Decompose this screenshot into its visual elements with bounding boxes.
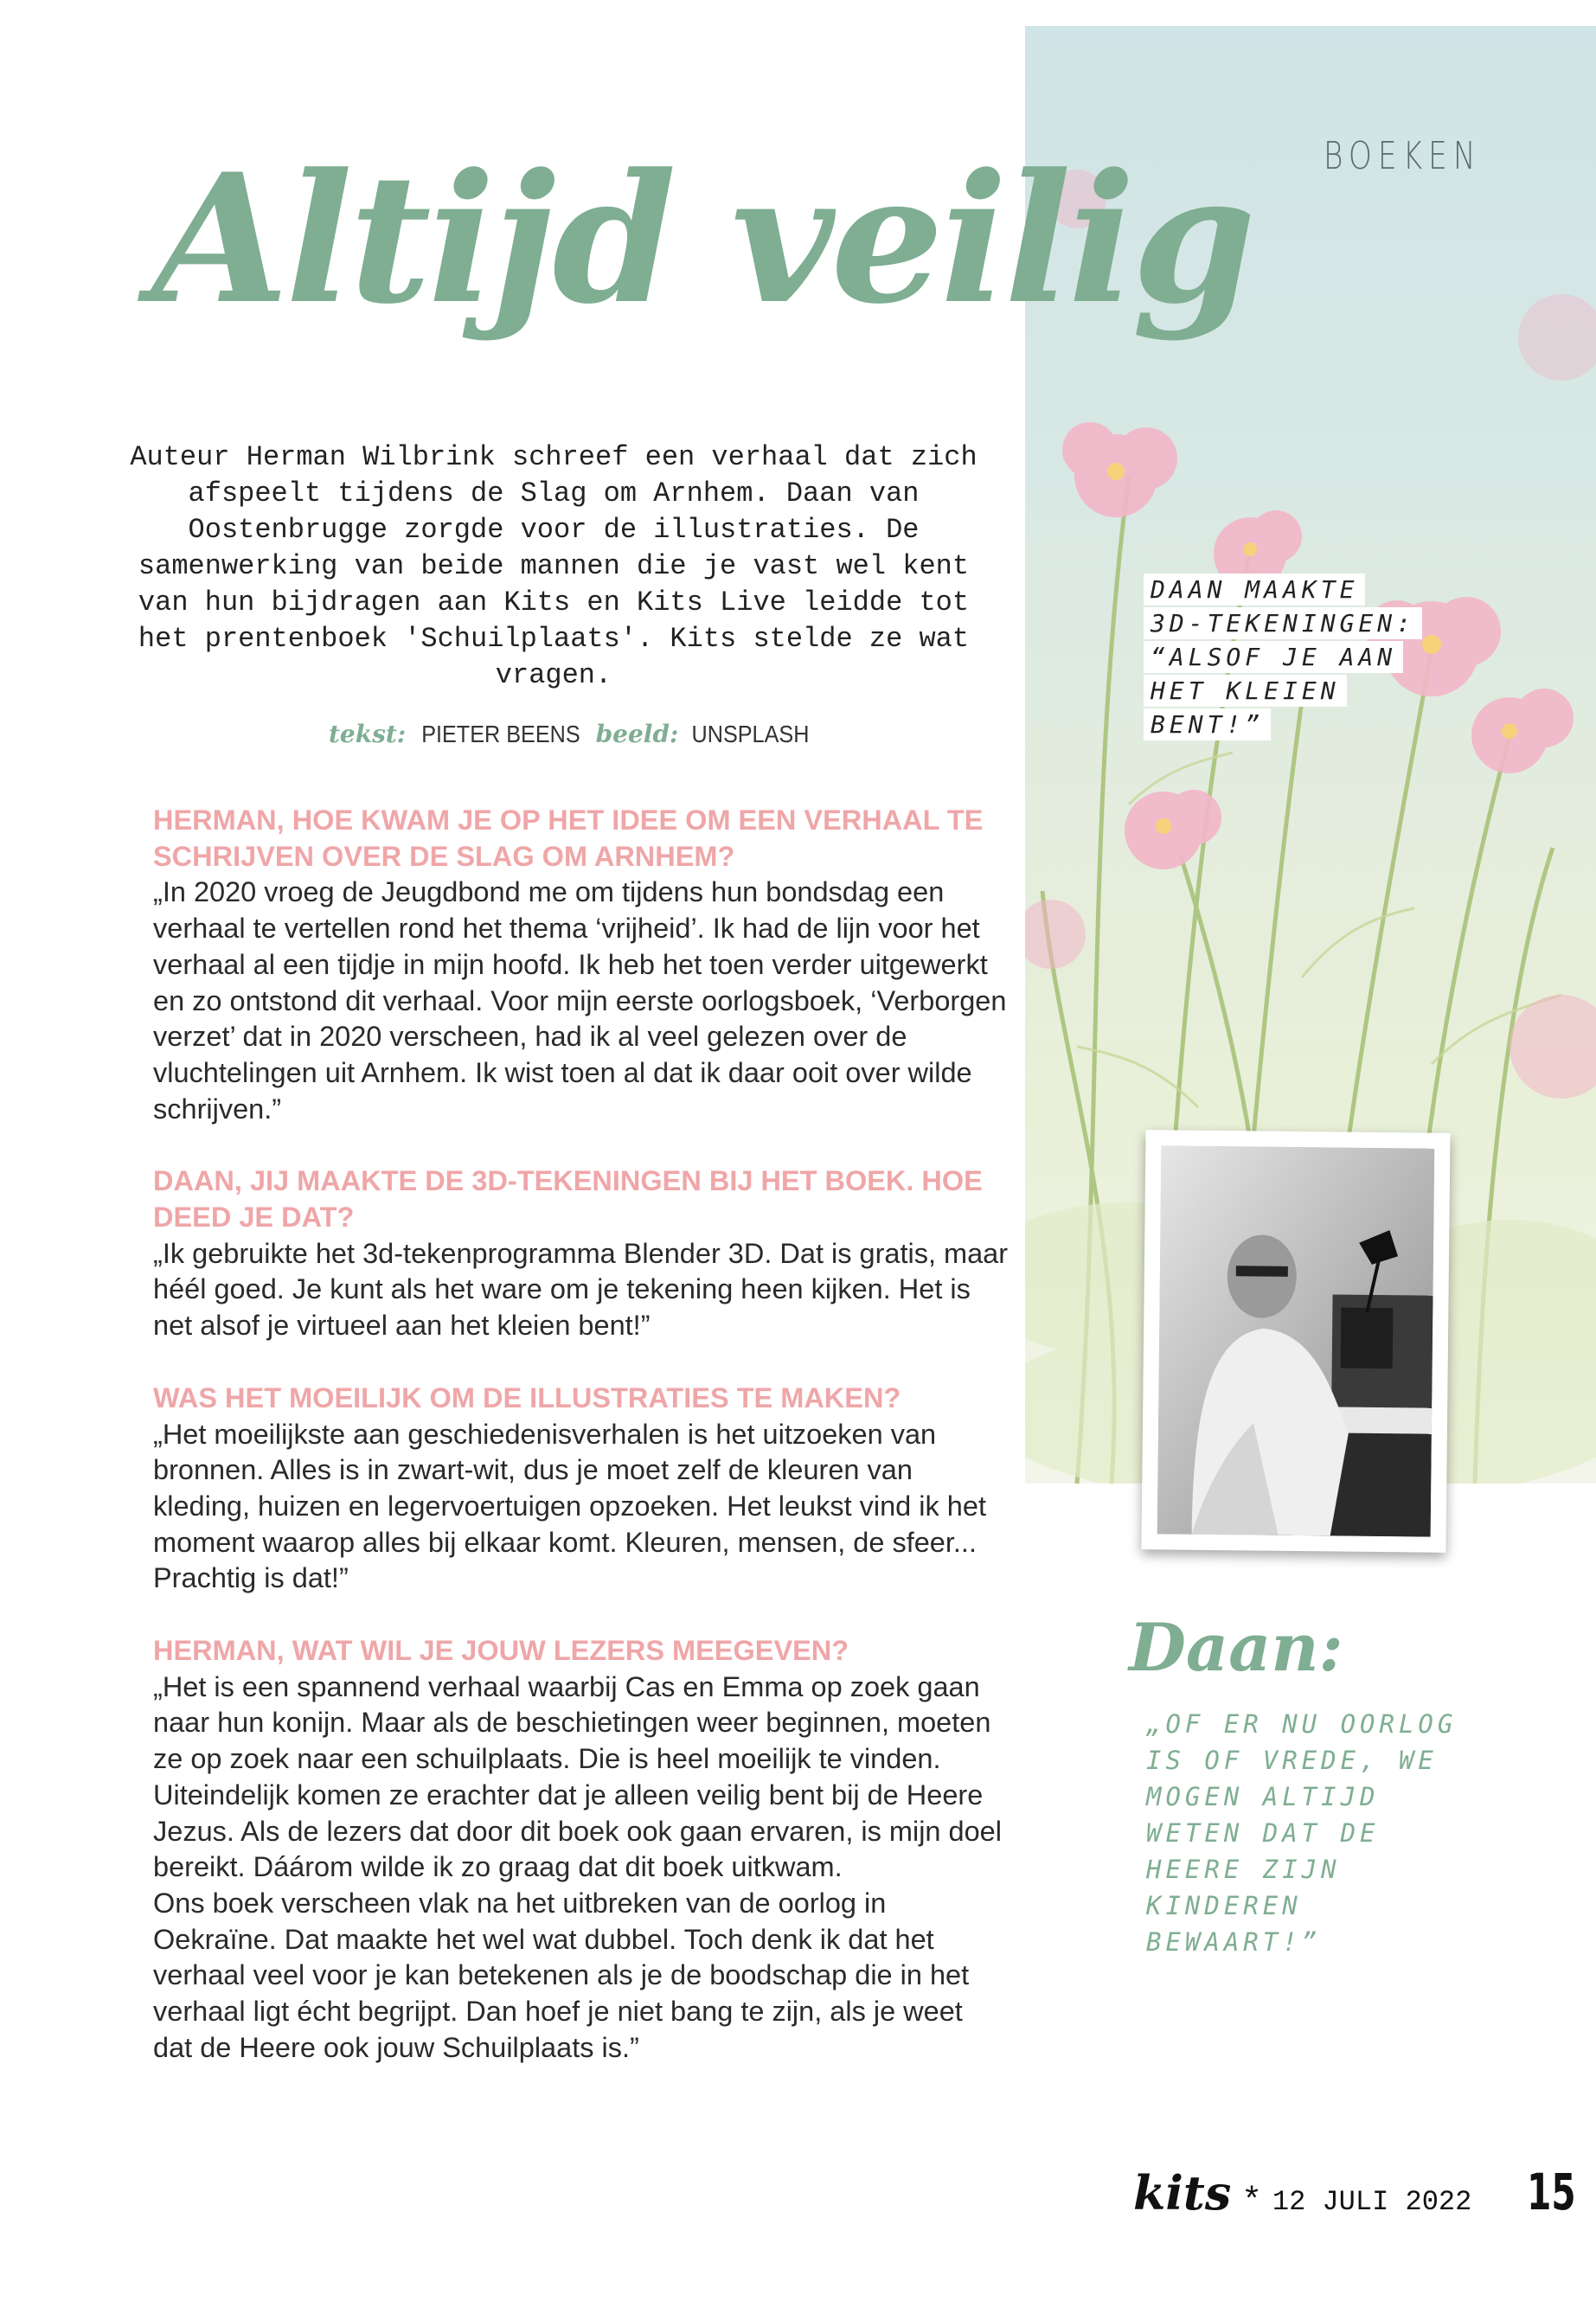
question: DAAN, JIJ MAAKTE DE 3D-TEKENINGEN BIJ HET BOEK. HOE DEED JE DAT?	[153, 1165, 983, 1234]
article-body	[153, 803, 1010, 2103]
answer: „In 2020 vroeg de Jeugdbond me om tijdens hun bondsdag een verhaal te vertellen rond het thema ‘vrijheid’. Ik had de lijn voor het verhaal al een tijdje in mijn hoofd. Ik heb het toen verder uitgewerkt en zo ontstond dit verhaal. Voor mijn eerste oorlogsboek, ‘Verborgen verzet’ dat in 2020 verscheen, had ik al veel gelezen over de vluchtelingen uit Arnhem. Ik wist toen al dat ik daar ooit over wilde schrijven.”	[153, 876, 1007, 1125]
pull-quote-line: BENT!”	[1144, 708, 1271, 740]
pull-quote-line: HET KLEIEN	[1144, 675, 1347, 707]
portrait-image	[1157, 1145, 1435, 1536]
side-quote-name: Daan:	[1129, 1609, 1343, 1686]
credits	[329, 720, 816, 748]
page-number: 15	[1527, 2163, 1576, 2221]
qa-block	[153, 1633, 1010, 2066]
answer: „Ik gebruikte het 3d-tekenprogramma Blender 3D. Dat is gratis, maar héél goed. Je kunt als het ware om je tekening heen kijken. Het is net alsof je virtueel aan het kleien bent!”	[153, 1237, 1009, 1342]
question: HERMAN, WAT WIL JE JOUW LEZERS MEEGEVEN?	[153, 1635, 849, 1667]
brand-logo: kits	[1133, 2165, 1232, 2221]
qa-block	[153, 1163, 1010, 1344]
question: HERMAN, HOE KWAM JE OP HET IDEE OM EEN VERHAAL TE SCHRIJVEN OVER DE SLAG OM ARNHEM?	[153, 804, 984, 872]
answer-continued: Ons boek verscheen vlak na het uitbreken van de oorlog in Oekraïne. Dat maakte het wel wat dubbel. Toch denk ik dat het verhaal veel voor je kan betekenen als je de boodschap die in het verhaal ligt écht begrijpt. Dan hoef je niet bang te zijn, als je weet dat de Heere ook jouw Schuilplaats is.”	[153, 1887, 970, 2063]
pull-quote-line: 3D-TEKENINGEN:	[1144, 607, 1422, 639]
side-quote: „OF ER NU OORLOG IS OF VREDE, WE MOGEN ALTIJD WETEN DAT DE HEERE ZIJN KINDEREN BEWAART!”	[1146, 1709, 1458, 1957]
credit-image-label: beeld:	[595, 720, 679, 748]
credit-text-label: tekst:	[329, 720, 407, 748]
pull-quote	[1144, 574, 1422, 742]
answer: „Het moeilijkste aan geschiedenisverhalen is het uitzoeken van bronnen. Alles is in zwart-wit, dus je moet zelf de kleuren van kleding, huizen en legervoertuigen opzoeken. Het leukst vind ik het moment waarop alles bij elkaar komt. Kleuren, mensen, de sfeer... Prachtig is dat!”	[153, 1418, 986, 1594]
section-label: BOEKEN	[1324, 134, 1482, 178]
qa-block	[153, 803, 1010, 1127]
qa-block	[153, 1381, 1010, 1597]
pull-quote-line: DAAN MAAKTE	[1144, 574, 1365, 606]
pull-quote-line: “ALSOF JE AAN	[1144, 641, 1403, 673]
page-footer	[1133, 2163, 1586, 2221]
page-title: Altijd veilig	[151, 136, 1253, 343]
intro-paragraph: Auteur Herman Wilbrink schreef een verhaal dat zich afspeelt tijdens de Slag om Arnhem. Daan van Oostenbrugge zorgde voor de illustraties. De samenwerking van beide mannen die je vast wel kent van hun bijdragen aan Kits en Kits Live leidde tot het prentenboek 'Schuilplaats'. Kits stelde ze wat vragen.	[130, 441, 977, 691]
credit-image-value: UNSPLASH	[691, 721, 810, 747]
question: WAS HET MOEILIJK OM DE ILLUSTRATIES TE MAKEN?	[153, 1381, 901, 1413]
issue-date: 12 JULI 2022	[1272, 2186, 1472, 2218]
answer: „Het is een spannend verhaal waarbij Cas en Emma op zoek gaan naar hun konijn. Maar als de beschietingen weer beginnen, moeten ze op zoek naar een schuilplaats. Die is heel moeilijk te vinden. Uiteindelijk komen ze erachter dat je alleen veilig bent bij de Heere Jezus. Als de lezers dat door dit boek ook gaan ervaren, is mijn doel bereikt. Dáárom wilde ik zo graag dat dit boek uitkwam.	[153, 1670, 1002, 1883]
credit-text-value: PIETER BEENS	[421, 721, 580, 747]
portrait-photo	[1141, 1130, 1450, 1553]
star-separator: *	[1245, 2179, 1259, 2217]
